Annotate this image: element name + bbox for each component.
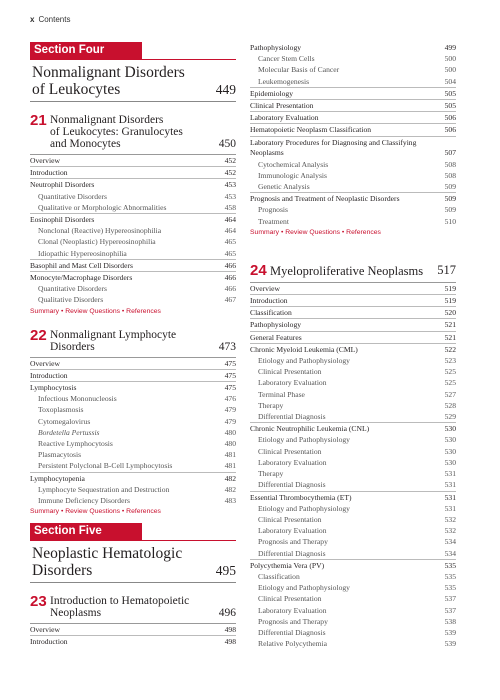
toc-entry[interactable] [30,271,236,283]
toc-entry-page: 481 [224,461,236,471]
toc-entry[interactable] [30,449,236,460]
toc-entry[interactable] [250,136,456,159]
spacer [250,649,456,657]
toc-entry[interactable] [250,294,456,306]
chapter-title-line: Myeloproliferative Neoplasms [270,263,424,278]
toc-entry[interactable] [250,283,456,294]
toc-entry[interactable] [250,216,456,227]
toc-entry[interactable] [250,87,456,99]
toc-entry-page: 535 [444,560,456,570]
toc-entry-title: Persistent Polyclonal B-Cell Lymphocytosis [38,461,173,471]
toc-entry-page: 504 [444,76,456,86]
toc-entry-title: General Features [250,332,302,342]
toc-entry-page: 528 [444,400,456,410]
page-header [30,15,70,24]
toc-entry-page: 523 [444,356,456,366]
chapter-title-line: Nonmalignant Disorders [50,114,164,126]
toc-entry-page: 498 [224,637,236,647]
toc-entry[interactable] [30,248,236,259]
toc-list [30,358,236,507]
toc-entry-title: Therapy [258,400,284,410]
toc-entry-title: Leukemogenesis [258,76,310,86]
toc-entry-title: Idiopathic Hypereosinophilia [38,248,127,258]
toc-entry-title: Plasmacytosis [38,450,82,460]
toc-entry-title: Clinical Presentation [258,367,322,377]
chapter-title [50,328,219,353]
toc-entry-title: Terminal Phase [258,389,305,399]
toc-entry-page: 539 [444,627,456,637]
toc-entry[interactable] [250,170,456,181]
toc-entry[interactable] [250,616,456,627]
toc-entry-page: 510 [444,216,456,226]
toc-entry-title: Prognosis and Treatment of Neoplastic Disorders [250,194,400,204]
toc-entry-page: 530 [444,424,456,434]
chapter-number: 21 [30,112,47,129]
toc-entry-title: Clinical Presentation [258,594,322,604]
toc-entry[interactable] [30,404,236,415]
toc-entry[interactable] [30,202,236,213]
toc-entry[interactable] [250,64,456,75]
toc-entry-title: Bordetella Pertussis [38,427,100,437]
chapter-page: 496 [218,607,236,620]
toc-entry[interactable] [250,192,456,204]
toc-entry-title: Introduction [30,637,68,647]
toc-entry[interactable] [250,582,456,593]
toc-entry-title: Quantitative Disorders [38,284,107,294]
toc-entry-title: Toxoplasmosis [38,405,84,415]
toc-entry[interactable] [30,416,236,427]
chapter-title-line: Introduction to Hematopoietic [50,595,190,608]
toc-entry-title: Cytomegalovirus [38,416,91,426]
toc-entry[interactable] [30,283,236,294]
toc-entry-title: Prognosis and Therapy [258,537,328,547]
toc-entry[interactable] [250,318,456,330]
chapter-title-line: Nonmalignant Lymphocyte [50,328,177,341]
toc-entry-page: 452 [224,168,236,178]
toc-entry-title: Chronic Myeloid Leukemia (CML) [250,344,358,354]
toc-entry[interactable] [30,484,236,495]
toc-entry-page: 535 [444,583,456,593]
toc-entry[interactable] [250,159,456,170]
toc-entry-page: 481 [224,450,236,460]
toc-entry-page: 465 [224,248,236,258]
section-title-line: Nonmalignant Disorders [32,64,185,81]
toc-entry-page: 534 [444,537,456,547]
toc-entry[interactable] [30,369,236,381]
chapter-summary-links: Summary • Review Questions • References [30,307,161,315]
section-heading [30,540,236,583]
toc-entry[interactable] [30,191,236,202]
chapter-heading [250,258,456,283]
toc-entry[interactable] [250,468,456,479]
toc-entry-page: 458 [224,202,236,212]
toc-entry-title: Immunologic Analysis [258,170,327,180]
toc-entry-title: Monocyte/Macrophage Disorders [30,273,133,283]
toc-entry-page: 500 [444,65,456,75]
toc-entry-title: Overview [30,625,60,635]
toc-entry[interactable] [250,457,456,468]
toc-entry-page: 508 [444,170,456,180]
toc-entry-title: Differential Diagnosis [258,412,326,422]
chapter-title [50,113,219,150]
chapter-number: 23 [30,593,47,611]
section-page: 495 [215,563,236,579]
right-column [250,42,456,657]
toc-entry[interactable] [250,593,456,604]
toc-entry[interactable] [30,236,236,247]
toc-entry-page: 531 [444,503,456,513]
toc-entry-page: 508 [444,159,456,169]
toc-entry-title: Prognosis [258,205,288,215]
toc-entry-page: 464 [224,226,236,236]
section-title-line: of Leukocytes [32,81,121,98]
toc-entry-title: Laboratory Evaluation [258,378,327,388]
toc-entry-title: Therapy [258,469,284,479]
toc-entry-page: 521 [444,320,456,330]
toc-entry-page: 537 [444,594,456,604]
section-title-line: Neoplastic Hematologic [32,545,183,563]
toc-entry-page: 530 [444,457,456,467]
toc-entry-page: 465 [224,237,236,247]
toc-entry-page: 507 [444,147,456,157]
toc-entry[interactable] [30,381,236,393]
toc-entry-page: 475 [224,370,236,380]
toc-entry-page: 505 [444,88,456,98]
page-number: x [30,15,35,24]
toc-entry[interactable] [250,123,456,135]
chapter-title-line: Neoplasms [50,607,102,620]
toc-entry[interactable] [30,624,236,635]
section-title [30,60,236,102]
toc-entry[interactable] [30,178,236,190]
toc-entry-title: Etiology and Pathophysiology [258,435,350,445]
toc-entry[interactable] [250,479,456,490]
toc-entry-title: Laboratory Evaluation [258,526,327,536]
toc-entry-title: Cancer Stem Cells [258,54,315,64]
toc-entry[interactable] [250,559,456,571]
toc-entry-page: 506 [444,125,456,135]
chapter-title [50,594,219,619]
toc-list [250,42,456,227]
toc-entry-page: 464 [224,215,236,225]
toc-entry-title: Laboratory Procedures for Diagnosing and Classifying Neoplasms [250,137,417,157]
toc-entry[interactable] [30,460,236,471]
chapter-title-line: Disorders [50,340,95,353]
toc-entry[interactable] [250,181,456,192]
toc-entry-title: Lymphocytopenia [30,473,85,483]
toc-entry-title: Cytochemical Analysis [258,159,329,169]
toc-entry-page: 531 [444,469,456,479]
toc-entry[interactable] [250,638,456,649]
toc-entry-page: 520 [444,308,456,318]
spacer [30,648,236,656]
toc-entry-page: 534 [444,548,456,558]
toc-entry[interactable] [250,366,456,377]
toc-entry[interactable] [250,204,456,215]
section-title-text [32,64,185,98]
toc-entry[interactable] [250,605,456,616]
toc-entry-page: 453 [224,191,236,201]
toc-entry[interactable] [250,331,456,343]
toc-entry-title: Etiology and Pathophysiology [258,583,350,593]
toc-entry[interactable] [250,536,456,547]
toc-list [30,155,236,306]
toc-entry-page: 480 [224,439,236,449]
toc-entry-title: Polycythemia Vera (PV) [250,560,325,570]
toc-entry-title: Introduction [30,168,68,178]
toc-entry-title: Eosinophil Disorders [30,215,95,225]
toc-entry[interactable] [250,411,456,422]
toc-entry[interactable] [250,548,456,559]
toc-entry-page: 479 [224,405,236,415]
toc-entry-page: 483 [224,496,236,506]
toc-entry[interactable] [250,571,456,582]
toc-entry[interactable] [30,155,236,166]
toc-entry[interactable] [250,53,456,64]
toc-entry[interactable] [30,635,236,647]
toc-entry-title: Nonclonal (Reactive) Hypereosinophilia [38,226,162,236]
toc-entry-title: Immune Deficiency Disorders [38,496,130,506]
chapter-heading [30,589,236,624]
toc-entry[interactable] [250,389,456,400]
chapter-page: 473 [218,340,236,353]
toc-entry-page: 482 [224,473,236,483]
toc-entry-page: 466 [224,273,236,283]
toc-entry-page: 519 [444,283,456,293]
toc-entry-page: 535 [444,571,456,581]
toc-entry-title: Clinical Presentation [250,101,314,111]
toc-entry-title: Molecular Basis of Cancer [258,65,340,75]
toc-entry[interactable] [30,472,236,484]
chapter-summary-links: Summary • Review Questions • References [250,228,381,236]
toc-entry-title: Quantitative Disorders [38,191,107,201]
chapter-number: 22 [30,326,47,344]
toc-entry[interactable] [30,393,236,404]
chapter-page: 517 [437,262,456,277]
toc-entry-title: Hematopoietic Neoplasm Classification [250,125,372,135]
toc-entry-title: Overview [30,156,60,165]
toc-entry[interactable] [30,358,236,369]
toc-entry[interactable] [30,438,236,449]
chapter-title-line: and Monocytes [50,138,121,150]
toc-entry[interactable] [250,355,456,366]
chapter-heading [30,323,236,358]
toc-entry[interactable] [30,259,236,271]
toc-entry-title: Classification [258,571,300,581]
toc-entry-title: Etiology and Pathophysiology [258,356,350,366]
toc-entry-title: Introduction [30,370,68,380]
section-page: 449 [215,82,236,97]
toc-entry-page: 480 [224,427,236,437]
toc-entry[interactable] [250,306,456,318]
toc-entry-page: 525 [444,367,456,377]
spacer [250,244,456,252]
toc-entry-title: Chronic Neutrophilic Leukemia (CNL) [250,424,370,434]
toc-entry-title: Clinical Presentation [258,514,322,524]
toc-entry-page: 532 [444,526,456,536]
toc-entry-page: 537 [444,605,456,615]
toc-entry-title: Lymphocytosis [30,383,77,393]
toc-entry-page: 521 [444,332,456,342]
toc-entry-title: Epidemiology [250,88,294,98]
toc-entry-title: Laboratory Evaluation [258,605,327,615]
toc-entry-title: Differential Diagnosis [258,548,326,558]
toc-entry[interactable] [30,294,236,305]
toc-entry[interactable] [250,514,456,525]
toc-entry-title: Laboratory Evaluation [258,457,327,467]
toc-entry-page: 475 [224,358,236,368]
toc-entry-title: Genetic Analysis [258,182,310,192]
toc-entry-page: 531 [444,480,456,490]
toc-entry[interactable] [250,343,456,355]
toc-entry-page: 529 [444,412,456,422]
toc-entry-page: 527 [444,389,456,399]
toc-entry[interactable] [250,434,456,445]
toc-entry-page: 530 [444,446,456,456]
toc-entry-page: 509 [444,205,456,215]
toc-entry[interactable] [250,525,456,536]
toc-entry-page: 519 [444,296,456,306]
toc-entry-title: Prognosis and Therapy [258,616,328,626]
toc-entry-page: 505 [444,101,456,111]
chapter-summary-links: Summary • Review Questions • References [30,508,161,516]
toc-entry-page: 466 [224,260,236,270]
toc-entry-page: 531 [444,492,456,502]
toc-entry-title: Differential Diagnosis [258,627,326,637]
toc-entry[interactable] [250,627,456,638]
toc-entry[interactable] [250,400,456,411]
toc-entry-title: Qualitative or Morphologic Abnormalities [38,202,167,212]
toc-entry-title: Neutrophil Disorders [30,180,95,190]
toc-entry[interactable] [250,111,456,123]
toc-entry-page: 476 [224,394,236,404]
toc-entry-title: Differential Diagnosis [258,480,326,490]
toc-entry-title: Basophil and Mast Cell Disorders [30,260,133,270]
toc-entry-title: Clinical Presentation [258,446,322,456]
toc-entry-page: 532 [444,514,456,524]
toc-entry[interactable] [30,166,236,178]
toc-entry[interactable] [30,495,236,506]
toc-entry-title: Overview [30,358,60,368]
section-label: Section Five [30,523,142,540]
toc-entry-title: Qualitative Disorders [38,295,104,305]
toc-entry-page: 452 [224,156,236,165]
toc-entry-title: Infectious Mononucleosis [38,394,117,404]
toc-list [30,624,236,647]
toc-entry-title: Relative Polycythemia [258,639,327,649]
toc-entry[interactable] [250,446,456,457]
toc-entry-page: 467 [224,295,236,305]
toc-entry-page: 538 [444,616,456,626]
toc-entry[interactable] [30,213,236,225]
chapter-heading [30,108,236,155]
toc-entry-page: 453 [224,180,236,190]
toc-entry-title: Introduction [250,296,288,306]
section-title-line: Disorders [32,562,93,580]
section-heading [30,59,236,102]
toc-entry-title: Pathophysiology [250,43,302,52]
chapter-page: 450 [218,138,236,150]
chapter-title [270,263,437,278]
toc-entry-page: 525 [444,378,456,388]
toc-entry-page: 509 [444,194,456,204]
toc-entry-title: Treatment [258,216,289,226]
toc-entry-page: 479 [224,416,236,426]
section-title-text [32,545,182,579]
toc-entry-page: 539 [444,639,456,649]
toc-entry-page: 522 [444,344,456,354]
toc-entry[interactable] [30,427,236,438]
toc-entry-page: 500 [444,54,456,64]
toc-entry[interactable] [250,503,456,514]
toc-entry-page: 509 [444,182,456,192]
toc-entry-title: Lymphocyte Sequestration and Destruction [38,484,170,494]
chapter-title-line: of Leukocytes: Granulocytes [50,126,183,138]
toc-entry[interactable] [250,377,456,388]
toc-entry[interactable] [250,42,456,53]
toc-entry-page: 482 [224,484,236,494]
toc-entry-page: 475 [224,383,236,393]
chapter-number: 24 [250,261,267,279]
header-title: Contents [38,15,71,24]
toc-entry-title: Pathophysiology [250,320,302,330]
section-label: Section Four [30,42,142,59]
toc-entry-title: Overview [250,283,280,293]
toc-entry-page: 498 [224,625,236,635]
toc-entry-title: Etiology and Pathophysiology [258,503,350,513]
toc-entry-title: Classification [250,308,292,318]
toc-entry-page: 530 [444,435,456,445]
toc-entry-page: 506 [444,113,456,123]
toc-entry-page: 499 [444,43,456,52]
toc-entry-page: 466 [224,284,236,294]
toc-entry-title: Laboratory Evaluation [250,113,319,123]
toc-entry-title: Essential Thrombocythemia (ET) [250,492,352,502]
left-column [30,42,236,656]
toc-entry-title: Clonal (Neoplastic) Hypereosinophilia [38,237,156,247]
toc-entry-title: Reactive Lymphocytosis [38,439,113,449]
toc-entry[interactable] [250,491,456,503]
toc-entry[interactable] [250,99,456,111]
toc-list [250,283,456,650]
toc-entry[interactable] [30,225,236,236]
section-title [30,541,236,583]
toc-entry[interactable] [250,422,456,434]
toc-entry[interactable] [250,76,456,87]
